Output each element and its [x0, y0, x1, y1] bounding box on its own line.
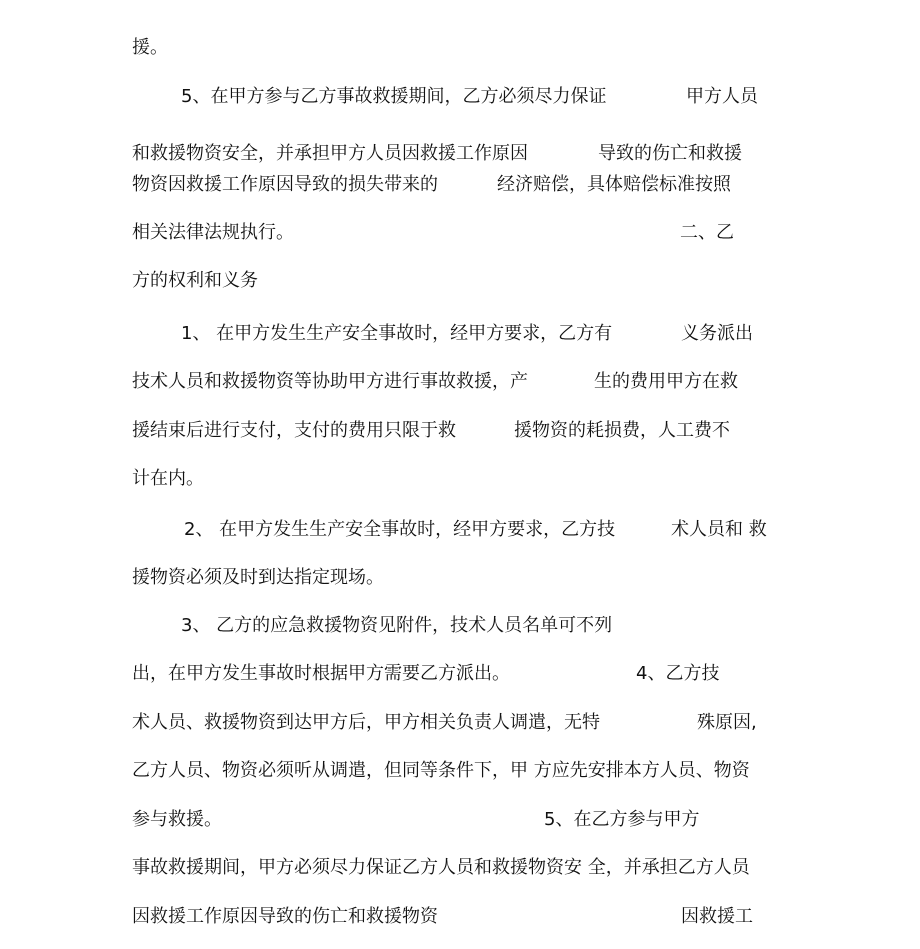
text-line: 援。: [132, 37, 168, 58]
text-line: 技术人员和救援物资等协助甲方进行事故救援，产: [132, 371, 528, 392]
text-line: 殊原因,: [697, 712, 757, 733]
text-line: 出，在甲方发生事故时根据甲方需要乙方派出。: [132, 663, 510, 684]
section-heading: 方的权利和义务: [132, 270, 258, 291]
text-line: 生的费用甲方在救: [594, 371, 738, 392]
text-line: 物资因救援工作原因导致的损失带来的: [132, 174, 438, 195]
text-line: 5、在甲方参与乙方事故救援期间，乙方必须尽力保证: [181, 86, 607, 107]
text-line: 5、在乙方参与甲方: [544, 809, 700, 830]
text-line: 2、 在甲方发生生产安全事故时，经甲方要求，乙方技: [184, 519, 616, 540]
text-line: 相关法律法规执行。: [132, 222, 294, 243]
text-line: 援结束后进行支付，支付的费用只限于救: [132, 420, 456, 441]
text-line: 术人员和 救: [671, 519, 767, 540]
text-line: 4、乙方技: [636, 663, 720, 684]
text-line: 参与救援。: [132, 809, 222, 830]
section-heading: 二、乙: [680, 222, 734, 243]
text-line: 甲方人员: [686, 86, 758, 107]
text-line: 援物资的耗损费，人工费不: [514, 420, 730, 441]
text-line: 援物资必须及时到达指定现场。: [132, 567, 384, 588]
text-line: 事故救援期间，甲方必须尽力保证乙方人员和救援物资安 全，并承担乙方人员: [132, 857, 750, 878]
text-line: 1、 在甲方发生生产安全事故时，经甲方要求，乙方有: [181, 323, 613, 344]
text-line: 经济赔偿，具体赔偿标准按照: [497, 174, 731, 195]
text-line: 和救援物资安全，并承担甲方人员因救援工作原因: [132, 143, 528, 164]
text-line: 因救援工作原因导致的伤亡和救援物资: [132, 906, 438, 927]
text-line: 乙方人员、物资必须听从调遣，但同等条件下，甲 方应先安排本方人员、物资: [132, 760, 750, 781]
text-line: 计在内。: [132, 468, 204, 489]
text-line: 导致的伤亡和救援: [598, 143, 742, 164]
text-line: 术人员、救援物资到达甲方后，甲方相关负责人调遣，无特: [132, 712, 600, 733]
text-line: 义务派出: [681, 323, 753, 344]
text-line: 3、 乙方的应急救援物资见附件，技术人员名单可不列: [181, 615, 613, 636]
text-line: 因救援工: [681, 906, 753, 927]
